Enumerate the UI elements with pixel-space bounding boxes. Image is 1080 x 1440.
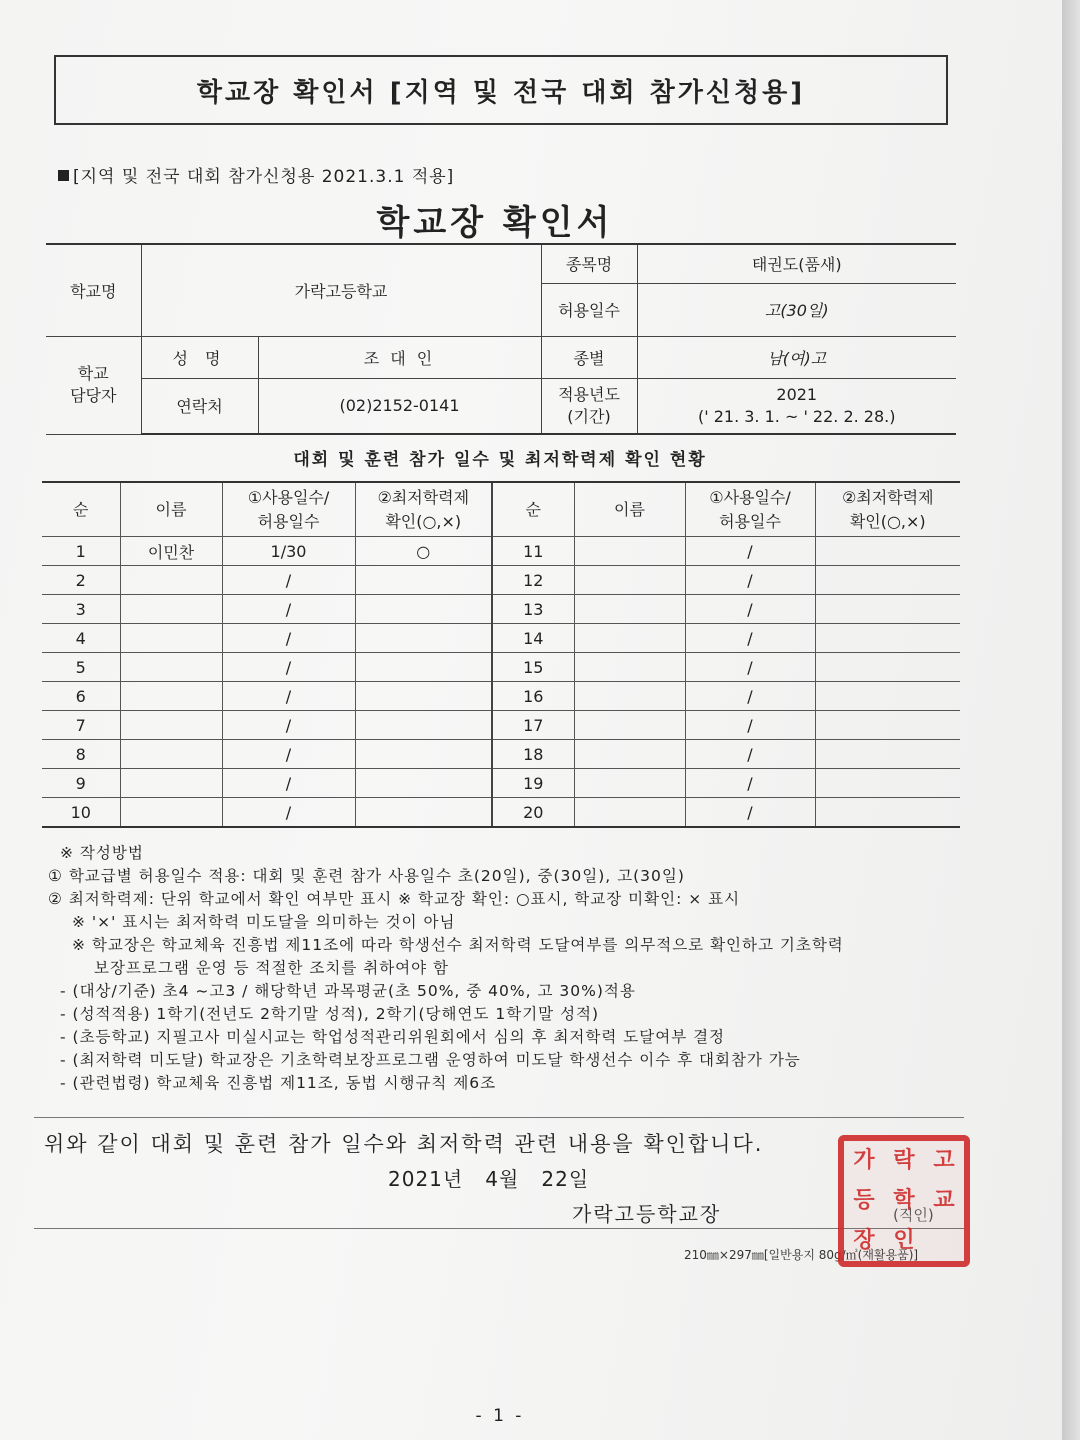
- gender-value: 남(여)고: [637, 336, 956, 378]
- page-number: - 1 -: [475, 1406, 525, 1426]
- document-title: 학교장 확인서: [376, 203, 614, 243]
- seal-glyph: 교: [933, 1188, 955, 1213]
- header-days: ①사용일수/ 허용일수: [222, 482, 355, 537]
- banner-title: 학교장 확인서 [지역 및 전국 대회 참가신청용]: [54, 55, 948, 125]
- contact-label: 연락처: [141, 378, 258, 434]
- row-name: [120, 624, 222, 653]
- header-check: ②최저학력제 확인(○,×): [355, 482, 492, 537]
- row-number: 4: [42, 624, 120, 653]
- row-days-right: /: [685, 595, 815, 624]
- row-number: 7: [42, 711, 120, 740]
- table-row: [42, 711, 960, 740]
- row-number-right: 17: [492, 711, 574, 740]
- square-bullet-icon: [58, 170, 69, 181]
- row-name-right: [574, 624, 685, 653]
- row-name-right: [574, 711, 685, 740]
- table-row: [42, 682, 960, 711]
- year-cell: [637, 378, 956, 434]
- row-days-right: /: [685, 624, 815, 653]
- row-days-right: /: [685, 711, 815, 740]
- seal-glyph: 장: [853, 1228, 875, 1253]
- row-name: [120, 769, 222, 798]
- row-number: 5: [42, 653, 120, 682]
- note-line-8: - (초등학교) 지필고사 미실시교는 학업성적관리위원회에서 심의 후 최저학력 도달여부 결정: [60, 1028, 726, 1046]
- confirmation-statement: 위와 같이 대회 및 훈련 참가 일수와 최저학력 관련 내용을 확인합니다.: [44, 1132, 764, 1156]
- row-name: [120, 595, 222, 624]
- row-days-right: /: [685, 798, 815, 828]
- year-value: 2021: [776, 384, 818, 404]
- header-seq: 순: [42, 482, 120, 537]
- row-number-right: 13: [492, 595, 574, 624]
- note-line-3: ※ '×' 표시는 최저학력 미도달을 의미하는 것이 아님: [72, 913, 456, 931]
- row-check: [355, 653, 492, 682]
- row-name: [120, 682, 222, 711]
- row-name-right: [574, 740, 685, 769]
- seal-glyph: 등: [853, 1188, 875, 1213]
- row-check: [355, 740, 492, 769]
- form-version-note: [58, 162, 454, 187]
- row-check: ○: [355, 537, 492, 566]
- row-check-right: [815, 595, 960, 624]
- table-row: [42, 769, 960, 798]
- seal-glyph: 인: [893, 1228, 915, 1253]
- row-days: /: [222, 566, 355, 595]
- note-line-2: ② 최저학력제: 단위 학교에서 확인 여부만 표시 ※ 학교장 확인: ○표시, 학교장 미확인: × 표시: [48, 890, 741, 908]
- row-number: 9: [42, 769, 120, 798]
- note-line-9: - (최저학력 미도달) 학교장은 기초학력보장프로그램 운영하여 미도달 학생선수 이수 후 대회참가 가능: [60, 1051, 801, 1069]
- row-days-right: /: [685, 682, 815, 711]
- row-days: /: [222, 740, 355, 769]
- row-check-right: [815, 769, 960, 798]
- section-title: 대회 및 훈련 참가 일수 및 최저학력제 확인 현황: [293, 450, 707, 470]
- row-number-right: 18: [492, 740, 574, 769]
- row-number-right: 16: [492, 682, 574, 711]
- form-version-text: [지역 및 전국 대회 참가신청용 2021.3.1 적용]: [73, 167, 455, 187]
- row-number-right: 11: [492, 537, 574, 566]
- row-name: [120, 740, 222, 769]
- school-label: 학교명: [46, 244, 141, 336]
- header-days-right: ①사용일수/ 허용일수: [685, 482, 815, 537]
- row-days-right: /: [685, 537, 815, 566]
- row-check: [355, 624, 492, 653]
- row-days-right: /: [685, 566, 815, 595]
- info-table: [46, 243, 956, 435]
- table-row: [42, 566, 960, 595]
- row-days: /: [222, 653, 355, 682]
- row-check-right: [815, 798, 960, 828]
- row-number-right: 12: [492, 566, 574, 595]
- note-line-6: - (대상/기준) 초4 ~고3 / 해당학년 과목평균(초 50%, 중 40%, 고 30%)적용: [60, 982, 636, 1000]
- issue-date: 2021년 4월 22일: [388, 1167, 590, 1191]
- row-number-right: 19: [492, 769, 574, 798]
- allowed-days-label: 허용일수: [541, 283, 637, 336]
- seal-glyph: 가: [853, 1148, 875, 1173]
- seal-label: (직인): [893, 1206, 934, 1224]
- row-days: /: [222, 711, 355, 740]
- instructions: [48, 842, 844, 1095]
- row-days: /: [222, 624, 355, 653]
- row-number: 1: [42, 537, 120, 566]
- seal-glyph: 락: [893, 1148, 915, 1173]
- row-days: /: [222, 798, 355, 828]
- header-check-right: ②최저학력제 확인(○,×): [815, 482, 960, 537]
- row-check-right: [815, 653, 960, 682]
- period-value: (' 21. 3. 1. ~ ' 22. 2. 28.): [697, 406, 896, 426]
- row-name-right: [574, 653, 685, 682]
- row-name-right: [574, 682, 685, 711]
- divider-bottom: [34, 1228, 964, 1229]
- name-label: 성 명: [141, 336, 258, 378]
- row-check-right: [815, 740, 960, 769]
- participation-table: [42, 481, 960, 828]
- row-name: [120, 566, 222, 595]
- table-row: [42, 653, 960, 682]
- row-days-right: /: [685, 769, 815, 798]
- table-row: [42, 537, 960, 566]
- row-check: [355, 711, 492, 740]
- table-row: [42, 740, 960, 769]
- notes-heading: ※ 작성방법: [60, 844, 144, 862]
- seal-glyph: 고: [933, 1148, 955, 1173]
- row-name: [120, 653, 222, 682]
- gender-label: 종별: [541, 336, 637, 378]
- table-row: [42, 798, 960, 828]
- row-number: 10: [42, 798, 120, 828]
- allowed-days-value: 고(30일): [637, 283, 956, 336]
- row-days-right: /: [685, 740, 815, 769]
- row-check: [355, 682, 492, 711]
- note-line-1: ① 학교급별 허용일수 적용: 대회 및 훈련 참가 사용일수 초(20일), 중(30일), 고(30일): [48, 867, 685, 885]
- participation-rows: [42, 537, 960, 828]
- page-edge-shadow: [1062, 0, 1080, 1440]
- row-check-right: [815, 566, 960, 595]
- school-value: 가락고등학교: [141, 244, 541, 336]
- divider-top: [34, 1117, 964, 1118]
- row-name-right: [574, 537, 685, 566]
- row-days: /: [222, 595, 355, 624]
- table-row: [42, 595, 960, 624]
- year-label: 적용년도 (기간): [541, 378, 637, 434]
- official-seal-stamp: [838, 1135, 970, 1267]
- header-seq-right: 순: [492, 482, 574, 537]
- header-name: 이름: [120, 482, 222, 537]
- event-value: 태권도(품새): [637, 244, 956, 283]
- row-number: 2: [42, 566, 120, 595]
- paper-spec: 210㎜×297㎜[일반용지 80g/㎡(재활용품)]: [684, 1248, 919, 1262]
- principal-signature-line: 가락고등학교장: [572, 1202, 722, 1226]
- event-label: 종목명: [541, 244, 637, 283]
- contact-value: (02)2152-0141: [258, 378, 541, 434]
- note-line-5: 보장프로그램 운영 등 적절한 조치를 취하여야 함: [94, 959, 450, 977]
- row-check-right: [815, 537, 960, 566]
- row-name-right: [574, 566, 685, 595]
- row-check-right: [815, 682, 960, 711]
- row-name: [120, 798, 222, 828]
- table-row: [42, 624, 960, 653]
- row-number-right: 15: [492, 653, 574, 682]
- row-days: /: [222, 769, 355, 798]
- row-number: 8: [42, 740, 120, 769]
- name-value: 조 대 인: [258, 336, 541, 378]
- row-check-right: [815, 711, 960, 740]
- manager-label: 학교 담당자: [46, 336, 141, 434]
- row-name-right: [574, 769, 685, 798]
- row-number: 6: [42, 682, 120, 711]
- row-name-right: [574, 595, 685, 624]
- row-name: 이민찬: [120, 537, 222, 566]
- row-check: [355, 566, 492, 595]
- note-line-7: - (성적적용) 1학기(전년도 2학기말 성적), 2학기(당해연도 1학기말 성적): [60, 1005, 600, 1023]
- row-check: [355, 595, 492, 624]
- header-name-right: 이름: [574, 482, 685, 537]
- row-number: 3: [42, 595, 120, 624]
- row-check-right: [815, 624, 960, 653]
- note-line-10: - (관련법령) 학교체육 진흥법 제11조, 동법 시행규칙 제6조: [60, 1074, 497, 1092]
- row-check: [355, 769, 492, 798]
- row-days: 1/30: [222, 537, 355, 566]
- row-check: [355, 798, 492, 828]
- note-line-4: ※ 학교장은 학교체육 진흥법 제11조에 따라 학생선수 최저학력 도달여부를 의무적으로 확인하고 기초학력: [72, 936, 844, 954]
- row-days: /: [222, 682, 355, 711]
- row-name: [120, 711, 222, 740]
- row-number-right: 14: [492, 624, 574, 653]
- row-name-right: [574, 798, 685, 828]
- row-number-right: 20: [492, 798, 574, 828]
- row-days-right: /: [685, 653, 815, 682]
- seal-glyph: 학: [893, 1188, 915, 1213]
